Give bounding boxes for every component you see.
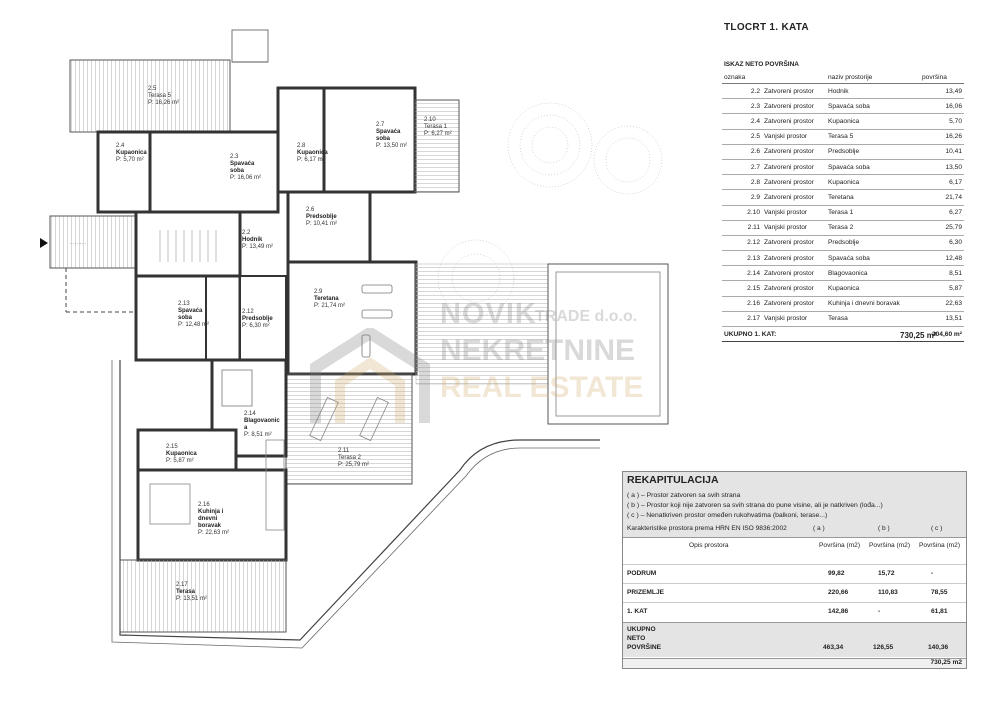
- recap-row-a: 220,66: [828, 589, 849, 596]
- area-cell-naziv: Spavaća soba: [826, 251, 920, 266]
- room-2-2-area: P: 13,49 m²: [242, 244, 274, 250]
- area-cell-povrsina: 8,51: [920, 266, 964, 281]
- area-cell-povrsina: 12,48: [920, 251, 964, 266]
- area-cell-oznaka: 2.12: [722, 235, 762, 250]
- room-2-5-name: Terasa 5: [148, 93, 172, 99]
- recap-row-c: 61,81: [931, 608, 948, 615]
- area-cell-oznaka: 2.3: [722, 99, 762, 114]
- room-2-13-area: P: 12,48 m²: [178, 322, 210, 328]
- recap-row-a: 142,86: [828, 608, 849, 615]
- room-2-10-area: P: 6,27 m²: [424, 131, 452, 137]
- room-2-15-num: 2.15: [166, 444, 178, 450]
- area-cell-tip: Zatvoreni prostor: [762, 266, 826, 281]
- area-cell-povrsina: 25,79: [920, 220, 964, 235]
- area-cell-tip: Zatvoreni prostor: [762, 144, 826, 159]
- room-2-7-name2: soba: [376, 136, 391, 142]
- room-2-10-num: 2.10: [424, 117, 436, 123]
- room-2-6-area: P: 10,41 m²: [306, 221, 338, 227]
- recap-col-a: ( a ): [813, 525, 825, 532]
- area-cell-povrsina: 21,74: [920, 190, 964, 205]
- area-cell-povrsina: 13,51: [920, 311, 964, 326]
- area-table-row: [722, 251, 964, 266]
- area-cell-tip: Vanjski prostor: [762, 220, 826, 235]
- area-total-value: 204,60 m²: [920, 327, 964, 342]
- room-2-5-num: 2.5: [148, 86, 157, 92]
- room-2-14-num: 2.14: [244, 411, 256, 417]
- area-cell-oznaka: 2.7: [722, 159, 762, 174]
- room-2-16-num: 2.16: [198, 502, 210, 508]
- recap-row-name: 1. KAT: [627, 608, 648, 615]
- room-2-9-area: P: 21,74 m²: [314, 303, 346, 309]
- area-cell-povrsina: 13,50: [920, 159, 964, 174]
- room-2-12-area: P: 6,30 m²: [242, 323, 270, 329]
- room-2-6-num: 2.6: [306, 207, 315, 213]
- area-cell-oznaka: 2.6: [722, 144, 762, 159]
- room-2-3-name: Spavaća: [230, 161, 255, 167]
- area-cell-naziv: Terasa 2: [826, 220, 920, 235]
- area-cell-oznaka: 2.2: [722, 84, 762, 99]
- area-cell-oznaka: 2.17: [722, 311, 762, 326]
- room-2-11-name: Terasa 2: [338, 455, 362, 461]
- area-cell-tip: Zatvoreni prostor: [762, 159, 826, 174]
- area-table-row: [722, 235, 964, 250]
- area-cell-tip: Zatvoreni prostor: [762, 84, 826, 99]
- area-cell-naziv: Predsoblje: [826, 144, 920, 159]
- area-table-row: [722, 281, 964, 296]
- area-cell-povrsina: 6,27: [920, 205, 964, 220]
- recap-grand: 730,25 m2: [930, 659, 962, 666]
- page-title: TLOCRT 1. KATA: [724, 22, 809, 33]
- room-2-4-area: P: 5,70 m²: [116, 157, 144, 163]
- area-table-row: [722, 266, 964, 281]
- recap-panel: [622, 471, 967, 669]
- area-cell-tip: Vanjski prostor: [762, 205, 826, 220]
- room-2-7-num: 2.7: [376, 122, 385, 128]
- area-table-row: [722, 159, 964, 174]
- area-cell-naziv: Predsoblje: [826, 235, 920, 250]
- area-table-row: [722, 220, 964, 235]
- area-cell-povrsina: 10,41: [920, 144, 964, 159]
- area-cell-oznaka: 2.8: [722, 175, 762, 190]
- area-cell-naziv: Kupaonica: [826, 175, 920, 190]
- room-2-13-name: Spavaća: [178, 308, 203, 314]
- recap-row-name: PRIZEMLJE: [627, 589, 665, 596]
- area-cell-povrsina: 13,49: [920, 84, 964, 99]
- area-cell-oznaka: 2.9: [722, 190, 762, 205]
- watermark-line1: NOVIK: [440, 298, 537, 330]
- area-cell-tip: Zatvoreni prostor: [762, 99, 826, 114]
- watermark-line3: REAL ESTATE: [440, 371, 644, 404]
- area-cell-povrsina: 6,30: [920, 235, 964, 250]
- recap-standard: Karakteristike prostora prema HRN EN ISO 9836:2002: [627, 525, 787, 532]
- area-cell-tip: Vanjski prostor: [762, 311, 826, 326]
- room-2-16-name: Kuhinja i: [198, 509, 224, 515]
- recap-col-b: ( b ): [878, 525, 890, 532]
- room-2-13-name2: soba: [178, 315, 193, 321]
- room-2-4-name: Kupaonica: [116, 150, 147, 156]
- recap-total-a: 463,34: [823, 644, 844, 651]
- area-table-row: [722, 205, 964, 220]
- room-2-7-area: P: 13,50 m²: [376, 143, 408, 149]
- recap-total-c: 140,36: [928, 644, 949, 651]
- watermark-line2: NEKRETNINE: [440, 334, 636, 367]
- area-cell-naziv: Spavaća soba: [826, 99, 920, 114]
- room-2-10-name: Terasa 1: [424, 124, 448, 130]
- area-cell-tip: Vanjski prostor: [762, 129, 826, 144]
- recap-row: [623, 564, 966, 583]
- room-2-8-name: Kupaonica: [297, 150, 328, 156]
- area-cell-naziv: Teretana: [826, 190, 920, 205]
- recap-row-c: -: [931, 570, 934, 577]
- area-cell-naziv: Kuhinja i dnevni boravak: [826, 296, 920, 311]
- room-2-16-name2: dnevni: [198, 516, 218, 522]
- recap-opis: Opis prostora: [689, 542, 729, 549]
- room-2-3-num: 2.3: [230, 154, 239, 160]
- room-2-2-name: Hodnik: [242, 237, 263, 243]
- area-cell-povrsina: 6,17: [920, 175, 964, 190]
- room-2-14-name2: a: [244, 425, 248, 431]
- area-cell-tip: Zatvoreni prostor: [762, 235, 826, 250]
- room-2-5-area: P: 16,26 m²: [148, 100, 180, 106]
- room-2-16-area: P: 22,63 m²: [198, 530, 230, 536]
- area-table-row: [722, 84, 964, 99]
- recap-total-l2: NETO: [627, 635, 646, 642]
- area-table-row: [722, 311, 964, 326]
- room-2-13-num: 2.13: [178, 301, 190, 307]
- area-cell-oznaka: 2.4: [722, 114, 762, 129]
- area-cell-naziv: Kupaonica: [826, 114, 920, 129]
- area-table-row: [722, 99, 964, 114]
- room-2-14-area: P: 8,51 m²: [244, 432, 272, 438]
- area-table-row: [722, 296, 964, 311]
- area-cell-naziv: Terasa: [826, 311, 920, 326]
- area-cell-naziv: Terasa 1: [826, 205, 920, 220]
- room-2-17-area: P: 13,51 m²: [176, 596, 208, 602]
- room-2-12-num: 2.12: [242, 309, 254, 315]
- area-cell-tip: Zatvoreni prostor: [762, 190, 826, 205]
- recap-legend-c: ( c ) – Nenatkriven prostor omeđen rukohvatima (balkoni, terase...): [627, 512, 828, 519]
- recap-total-b: 126,55: [873, 644, 894, 651]
- room-2-17-num: 2.17: [176, 582, 188, 588]
- room-2-17-name: Terasa: [176, 589, 195, 595]
- room-2-12-name: Predsoblje: [242, 316, 273, 322]
- room-2-8-num: 2.8: [297, 143, 306, 149]
- room-2-3-area: P: 16,06 m²: [230, 175, 262, 181]
- area-cell-oznaka: 2.13: [722, 251, 762, 266]
- area-cell-naziv: Spavaća soba: [826, 159, 920, 174]
- recap-unit-b: Površina (m2): [869, 542, 911, 549]
- grand-total: 730,25 m²: [900, 331, 937, 340]
- recap-legend-b: ( b ) – Prostor koji nije zatvoren sa svih strana do pune visine, ali je natkriven (lođa...): [627, 502, 883, 509]
- area-cell-povrsina: 22,63: [920, 296, 964, 311]
- area-table: [722, 72, 964, 342]
- area-cell-oznaka: 2.16: [722, 296, 762, 311]
- col-povrsina: površina: [920, 72, 964, 84]
- area-cell-tip: Zatvoreni prostor: [762, 281, 826, 296]
- area-cell-oznaka: 2.11: [722, 220, 762, 235]
- area-cell-tip: Zatvoreni prostor: [762, 175, 826, 190]
- room-2-7-name: Spavaća: [376, 129, 401, 135]
- room-2-14-name: Blagovaonic: [244, 418, 280, 424]
- recap-row-c: 78,55: [931, 589, 948, 596]
- area-cell-tip: Zatvoreni prostor: [762, 296, 826, 311]
- area-cell-tip: Zatvoreni prostor: [762, 251, 826, 266]
- recap-total-l1: UKUPNO: [627, 626, 656, 633]
- recap-title: REKAPITULACIJA: [627, 474, 719, 486]
- area-cell-oznaka: 2.5: [722, 129, 762, 144]
- area-cell-povrsina: 5,87: [920, 281, 964, 296]
- recap-row-b: -: [878, 608, 881, 615]
- recap-row: [623, 583, 966, 602]
- svg-text:- - - - - - -: - - - - - - -: [70, 240, 86, 245]
- area-cell-povrsina: 16,26: [920, 129, 964, 144]
- area-cell-oznaka: 2.14: [722, 266, 762, 281]
- area-cell-naziv: Blagovaonica: [826, 266, 920, 281]
- room-2-11-num: 2.11: [338, 448, 350, 454]
- area-cell-povrsina: 16,06: [920, 99, 964, 114]
- recap-row: [623, 602, 966, 621]
- room-2-15-area: P: 5,87 m²: [166, 458, 194, 464]
- col-naziv: naziv prostorije: [826, 72, 920, 84]
- room-2-4-num: 2.4: [116, 143, 125, 149]
- room-2-8-area: P: 6,17 m²: [297, 157, 325, 163]
- area-cell-oznaka: 2.10: [722, 205, 762, 220]
- area-table-row: [722, 144, 964, 159]
- recap-unit-a: Površina (m2): [819, 542, 861, 549]
- room-2-15-name: Kupaonica: [166, 451, 197, 457]
- area-cell-naziv: Hodnik: [826, 84, 920, 99]
- area-cell-tip: Zatvoreni prostor: [762, 114, 826, 129]
- room-2-6-name: Predsoblje: [306, 214, 337, 220]
- area-table-row: [722, 114, 964, 129]
- table-subtitle: ISKAZ NETO POVRŠINA: [724, 61, 800, 68]
- recap-total-l3: POVRŠINE: [627, 644, 662, 651]
- area-table-row: [722, 190, 964, 205]
- room-2-9-name: Teretana: [314, 296, 339, 302]
- area-total-label: UKUPNO 1. KAT:: [722, 327, 920, 342]
- area-cell-naziv: Kupaonica: [826, 281, 920, 296]
- watermark-line1b: TRADE d.o.o.: [535, 308, 638, 325]
- room-2-9-num: 2.9: [314, 289, 323, 295]
- recap-row-b: 110,83: [878, 589, 898, 596]
- room-2-2-num: 2.2: [242, 230, 251, 236]
- room-2-16-name3: boravak: [198, 523, 222, 529]
- area-cell-naziv: Terasa 5: [826, 129, 920, 144]
- area-cell-povrsina: 5,70: [920, 114, 964, 129]
- recap-row-name: PODRUM: [627, 570, 657, 577]
- recap-unit-c: Površina (m2): [919, 542, 961, 549]
- recap-row-b: 15,72: [878, 570, 895, 577]
- room-2-11-area: P: 25,79 m²: [338, 462, 370, 468]
- area-cell-oznaka: 2.15: [722, 281, 762, 296]
- area-table-row: [722, 175, 964, 190]
- recap-col-c: ( c ): [931, 525, 943, 532]
- recap-row-a: 99,82: [828, 570, 845, 577]
- recap-legend-a: ( a ) – Prostor zatvoren sa svih strana: [627, 492, 741, 499]
- col-oznaka: oznaka: [722, 72, 762, 84]
- area-table-row: [722, 129, 964, 144]
- room-2-3-name2: soba: [230, 168, 245, 174]
